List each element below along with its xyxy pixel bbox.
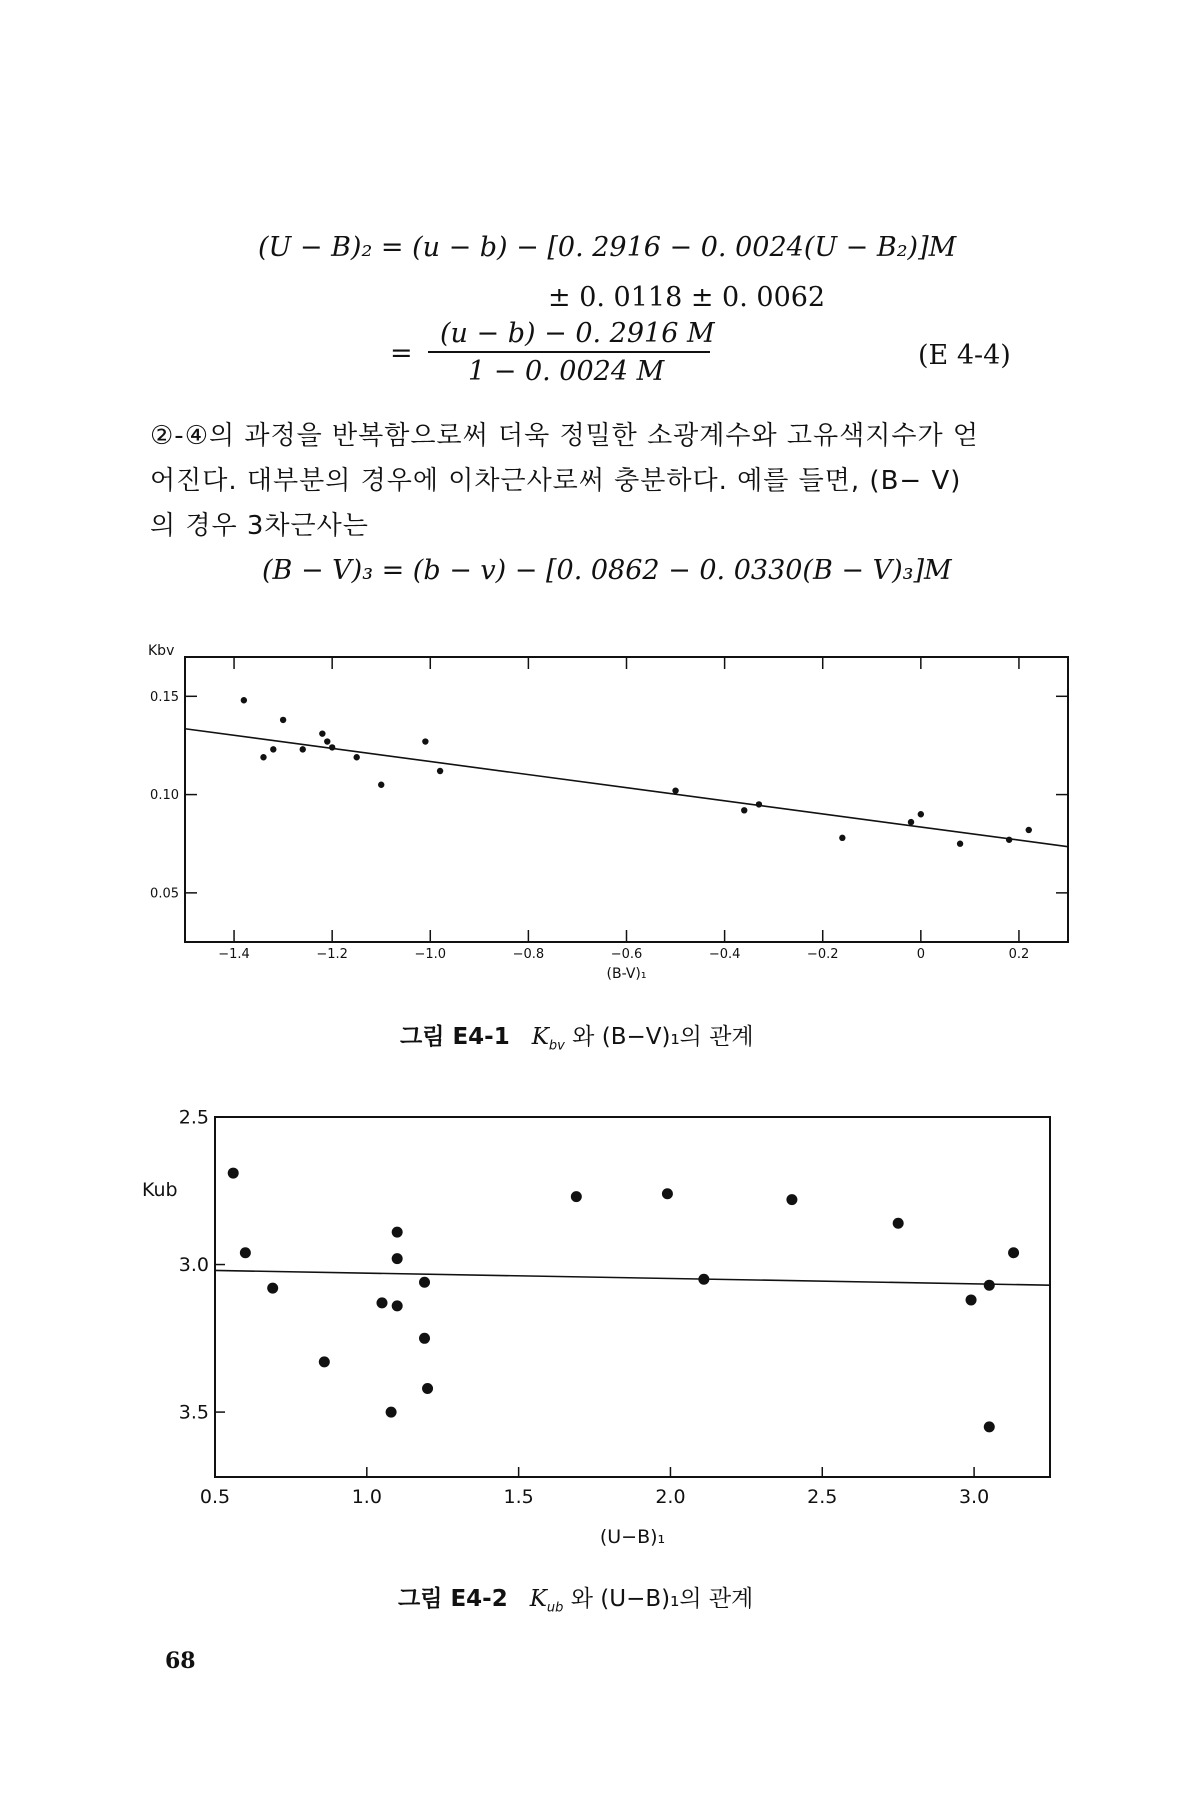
figure-e4-1-caption-rest: 와 (B−V)₁의 관계 <box>564 1024 754 1050</box>
figure-e4-1-data-point <box>324 738 330 744</box>
figure-e4-2-x-tick-label: 2.0 <box>655 1486 686 1508</box>
figure-e4-2-data-point <box>386 1407 397 1418</box>
figure-e4-2-data-point <box>267 1283 278 1294</box>
equation-line-1: (U − B)₂ = (u − b) − [0. 2916 − 0. 0024(U − B₂)]M <box>258 232 957 263</box>
figure-e4-1-data-point <box>741 807 747 813</box>
equation-equals: = <box>390 338 413 369</box>
equation-line-2: ± 0. 0118 ± 0. 0062 <box>548 282 826 313</box>
figure-e4-1-x-tick-label: −0.2 <box>806 947 839 962</box>
figure-e4-2-data-point <box>377 1297 388 1308</box>
paragraph-line-1: ②-④의 과정을 반복함으로써 더욱 정밀한 소광계수와 고유색지수가 얻 <box>150 421 979 451</box>
figure-e4-1-y-tick-label: 0.10 <box>150 788 179 804</box>
figure-e4-2-x-tick-label: 1.5 <box>503 1486 534 1508</box>
figure-e4-2-x-tick-label: 2.5 <box>807 1486 838 1508</box>
figure-e4-2-data-point <box>392 1253 403 1264</box>
figure-e4-2-data-point <box>662 1188 673 1199</box>
figure-e4-1-data-point <box>378 782 384 788</box>
figure-e4-1-data-point <box>422 738 428 744</box>
page-number: 68 <box>165 1648 196 1674</box>
figure-e4-2-x-tick-label: 0.5 <box>199 1486 231 1508</box>
equation-number: (E 4-4) <box>918 340 1011 371</box>
equation-bv-third: (B − V)₃ = (b − v) − [0. 0862 − 0. 0330(B − V)₃]M <box>262 555 952 586</box>
paragraph-line-2: 어진다. 대부분의 경우에 이차근사로써 충분하다. 예를 들면, (B− V) <box>150 466 962 496</box>
figure-e4-1-caption-var: K <box>531 1024 549 1050</box>
figure-e4-1-x-tick-label: −0.6 <box>610 947 643 962</box>
figure-e4-2-data-point <box>1008 1247 1019 1258</box>
figure-e4-1-x-axis-label: (B-V)₁ <box>606 966 647 982</box>
figure-e4-2-data-point <box>319 1356 330 1367</box>
figure-e4-1-data-point <box>1026 827 1032 833</box>
figure-e4-1-caption <box>400 1018 754 1054</box>
figure-e4-1-data-point <box>437 768 443 774</box>
figure-e4-1-data-point <box>353 754 359 760</box>
figure-e4-2-data-point <box>419 1333 430 1344</box>
figure-e4-2-caption-rest: 와 (U−B)₁의 관계 <box>563 1586 754 1612</box>
figure-e4-1-data-point <box>260 754 266 760</box>
figure-e4-2-fit-line <box>215 1270 1050 1285</box>
figure-e4-2-data-point <box>571 1191 582 1202</box>
figure-e4-1-data-point <box>319 730 325 736</box>
figure-e4-2-data-point <box>240 1247 251 1258</box>
figure-e4-2-data-point <box>422 1383 433 1394</box>
figure-e4-2-caption <box>398 1580 753 1616</box>
figure-e4-1-data-point <box>300 746 306 752</box>
figure-e4-1-data-point <box>280 717 286 723</box>
figure-e4-2-y-tick-label: 2.5 <box>178 1106 209 1129</box>
figure-e4-2-plot-frame <box>215 1117 1050 1477</box>
figure-e4-1-x-tick-label: −1.4 <box>218 947 250 962</box>
figure-e4-1-data-point <box>839 835 845 841</box>
figure-e4-2-y-tick-label: 3.5 <box>178 1401 209 1424</box>
figure-e4-1-x-tick-label: −1.2 <box>316 947 348 962</box>
figure-e4-1-data-point <box>241 697 247 703</box>
figure-e4-2-data-point <box>966 1294 977 1305</box>
figure-e4-1-x-tick-label: 0.2 <box>1008 947 1030 962</box>
figure-e4-2-caption-var: K <box>529 1586 547 1612</box>
figure-e4-2-data-point <box>419 1277 430 1288</box>
figure-e4-2-y-tick-label: 3.0 <box>178 1254 209 1277</box>
figure-e4-1-y-tick-label: 0.15 <box>150 689 179 705</box>
figure-e4-2-data-point <box>786 1194 797 1205</box>
figure-e4-2-x-tick-label: 3.0 <box>958 1486 990 1508</box>
figure-e4-1-data-point <box>1006 837 1012 843</box>
figure-e4-1-x-tick-label: 0 <box>916 947 925 962</box>
figure-e4-2-caption-sub: ub <box>546 1600 564 1616</box>
figure-e4-2-caption-prefix: 그림 E4-2 <box>398 1586 508 1612</box>
figure-e4-2-data-point <box>228 1168 239 1179</box>
figure-e4-1-data-point <box>329 744 335 750</box>
figure-e4-2-data-point <box>392 1300 403 1311</box>
figure-e4-1-fit-line <box>185 729 1068 847</box>
figure-e4-2-data-point <box>984 1280 995 1291</box>
figure-e4-2-y-axis-label: Kub <box>142 1179 178 1201</box>
figure-e4-1-data-point <box>957 841 963 847</box>
figure-e4-1-caption-prefix: 그림 E4-1 <box>400 1024 510 1050</box>
figure-e4-1-x-tick-label: −0.4 <box>708 947 741 962</box>
figure-e4-1-y-tick-label: 0.05 <box>150 886 179 902</box>
figure-e4-2-data-point <box>698 1274 709 1285</box>
figure-e4-2-data-point <box>893 1218 904 1229</box>
figure-e4-2-data-point <box>984 1421 995 1432</box>
figure-e4-2-x-axis-label: (U−B)₁ <box>599 1526 666 1548</box>
fraction-numerator: (u − b) − 0. 2916 M <box>440 318 715 349</box>
figure-e4-1-data-point <box>756 801 762 807</box>
figure-e4-1-y-axis-label: Kbv <box>148 643 175 659</box>
figure-e4-1-x-tick-label: −0.8 <box>512 947 545 962</box>
fraction-denominator: 1 − 0. 0024 M <box>468 356 665 387</box>
figure-e4-1-data-point <box>918 811 924 817</box>
figure-e4-2-x-tick-label: 1.0 <box>351 1486 382 1508</box>
figure-e4-2-data-point <box>392 1227 403 1238</box>
figure-e4-1-x-tick-label: −1.0 <box>414 947 447 962</box>
figure-e4-1-plot-frame <box>185 657 1068 942</box>
figure-e4-1-data-point <box>672 787 678 793</box>
figure-e4-1-data-point <box>270 746 276 752</box>
figure-e4-1-caption-sub: bv <box>548 1038 565 1054</box>
figure-e4-1-data-point <box>908 819 914 825</box>
paragraph-line-3: 의 경우 3차근사는 <box>150 511 369 541</box>
